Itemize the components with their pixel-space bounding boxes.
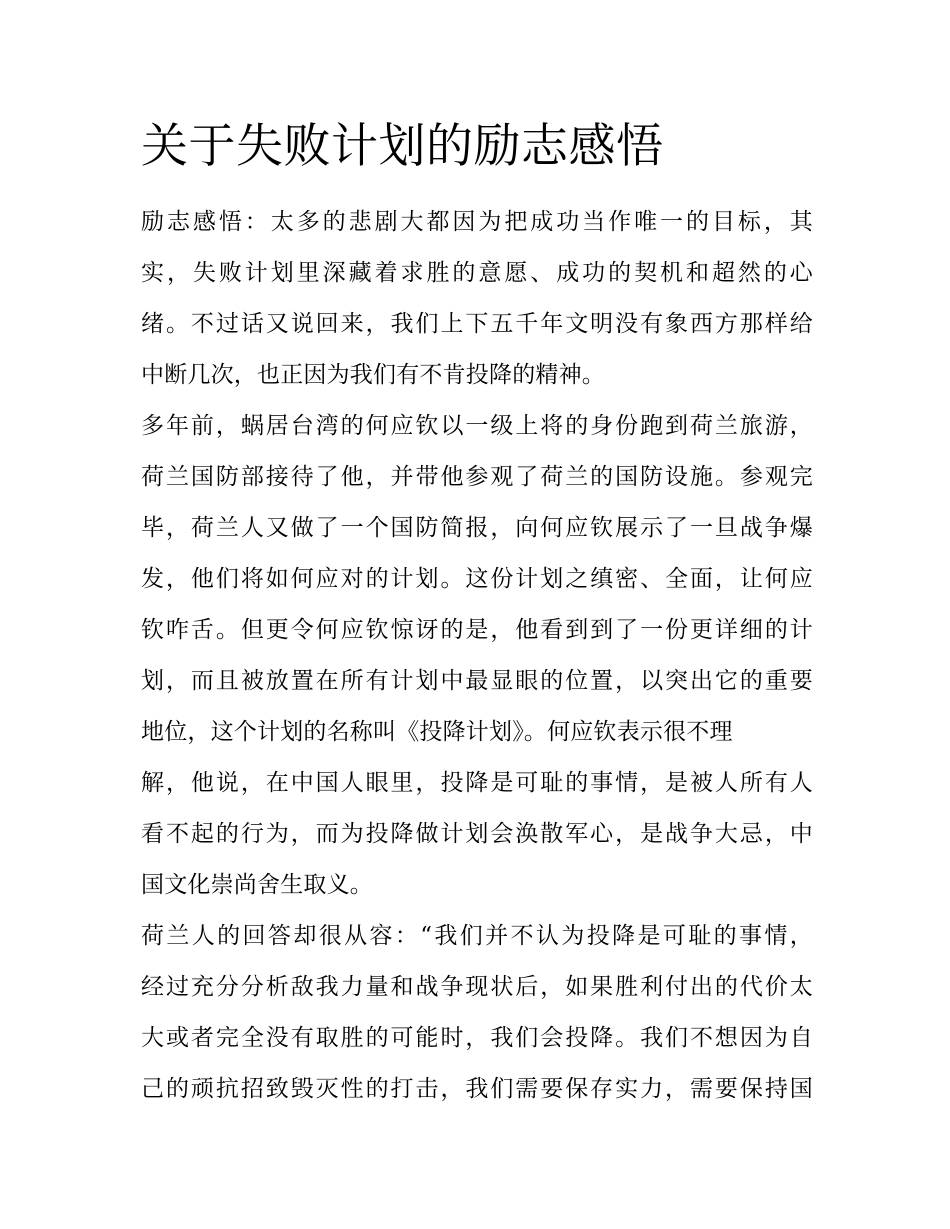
text-line: 划，而且被放置在所有计划中最显眼的位置，以突出它的重要: [141, 668, 813, 694]
text-line: 国文化崇尚舍生取义。: [141, 872, 373, 898]
text-line: 多年前，蜗居台湾的何应钦以一级上将的身份跑到荷兰旅游，: [141, 413, 813, 439]
document-title: 关于失败计划的励志感悟: [141, 119, 664, 174]
paragraph-story: [141, 401, 813, 911]
text-line: 经过充分分析敌我力量和战争现状后，如果胜利付出的代价太: [141, 974, 813, 1000]
paragraph-intro: [141, 197, 813, 401]
paragraph-response: [141, 911, 813, 1115]
text-line: 励志感悟：太多的悲剧大都因为把成功当作唯一的目标，其: [141, 209, 813, 235]
text-line: 看不起的行为，而为投降做计划会涣散军心，是战争大忌，中: [141, 821, 813, 847]
text-line: 己的顽抗招致毁灭性的打击，我们需要保存实力，需要保持国: [141, 1076, 813, 1102]
text-line: 钦咋舌。但更令何应钦惊讶的是，他看到到了一份更详细的计: [141, 617, 813, 643]
text-line: 地位，这个计划的名称叫《投降计划》。何应钦表示很不理: [141, 719, 733, 745]
text-line: 实，失败计划里深藏着求胜的意愿、成功的契机和超然的心: [141, 260, 813, 286]
text-line: 毕，荷兰人又做了一个国防简报，向何应钦展示了一旦战争爆: [141, 515, 813, 541]
text-line: 绪。不过话又说回来，我们上下五千年文明没有象西方那样给: [141, 311, 813, 337]
text-line: 发，他们将如何应对的计划。这份计划之缜密、全面，让何应: [141, 566, 813, 592]
text-line: 荷兰国防部接待了他，并带他参观了荷兰的国防设施。参观完: [141, 464, 813, 490]
text-line: 荷兰人的回答却很从容：“我们并不认为投降是可耻的事情，: [141, 923, 813, 949]
text-line: 中断几次，也正因为我们有不肯投降的精神。: [141, 362, 605, 388]
document-body: [141, 112, 813, 1115]
text-line: 解，他说，在中国人眼里，投降是可耻的事情，是被人所有人: [141, 770, 813, 796]
text-line: 大或者完全没有取胜的可能时，我们会投降。我们不想因为自: [141, 1025, 813, 1051]
